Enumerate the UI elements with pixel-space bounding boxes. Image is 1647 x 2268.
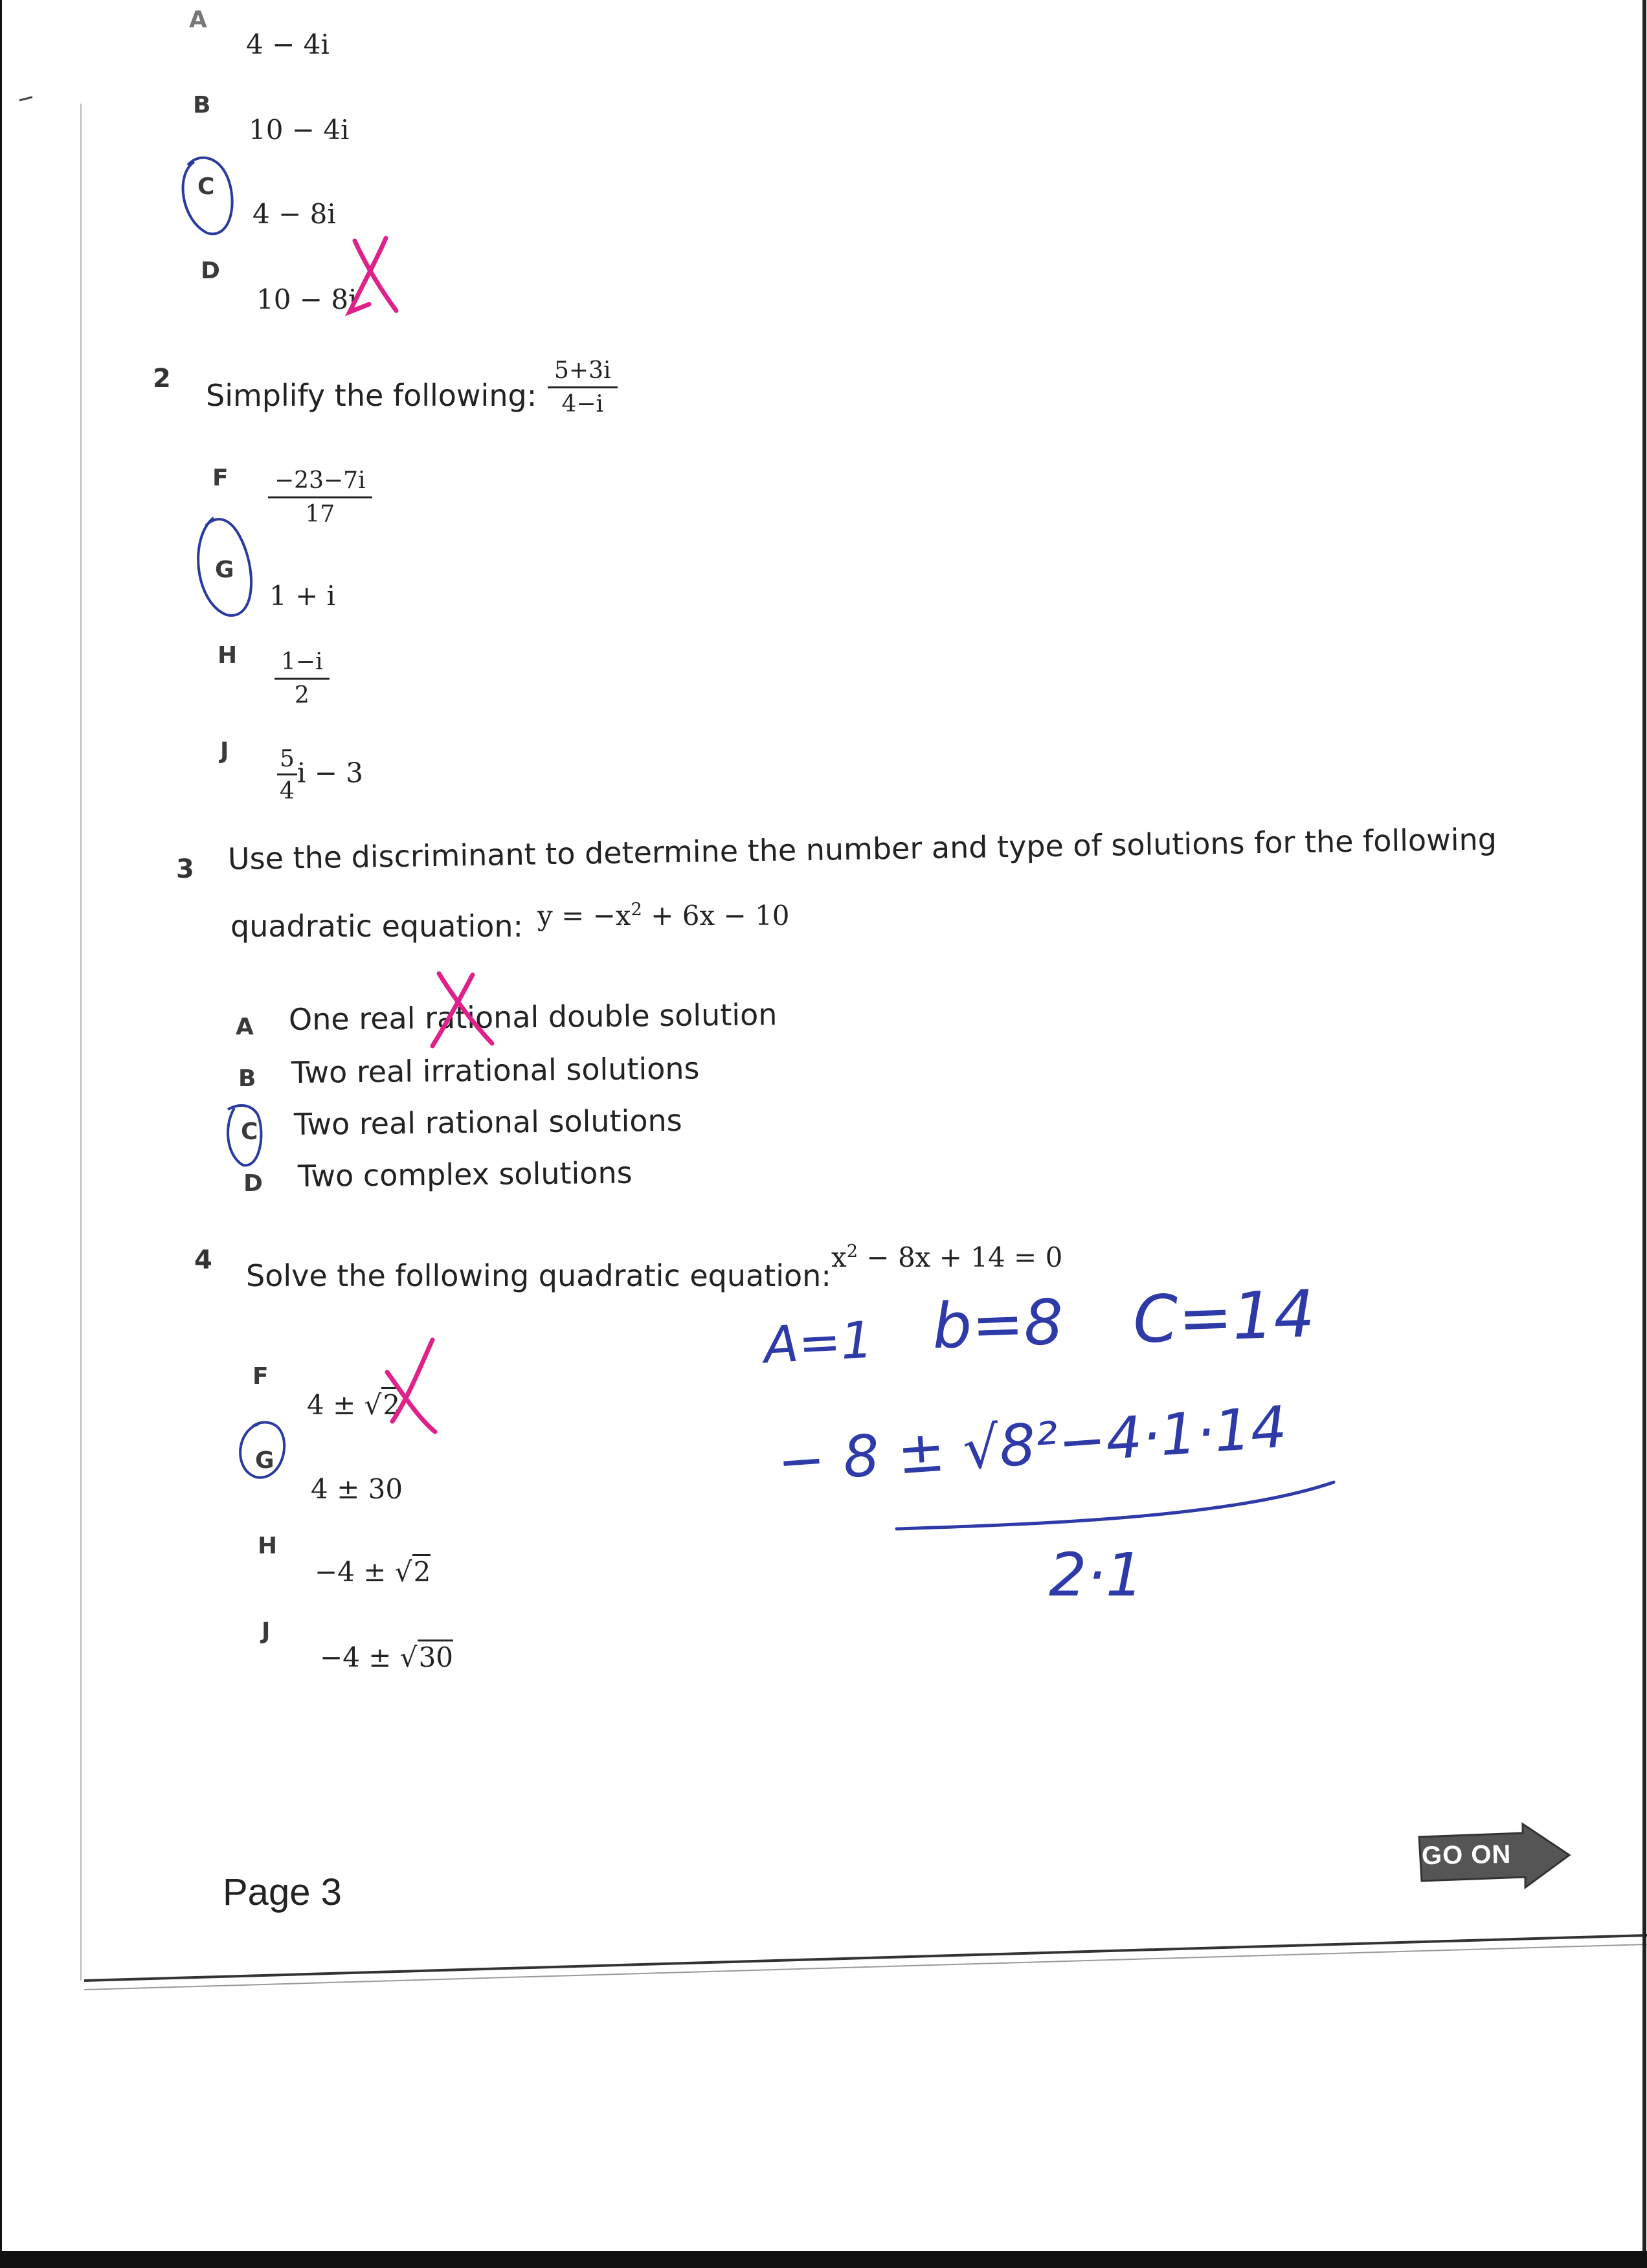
handwriting-fraction-bar <box>897 1482 1334 1529</box>
q2-option-g-letter: G <box>215 557 234 583</box>
q4-option-f-rad: 2 <box>381 1387 400 1421</box>
q3-equation-lhs: y = −x <box>537 900 631 931</box>
handwriting-c-value: C=14 <box>1132 1276 1316 1358</box>
q3-equation-exp: 2 <box>631 900 642 920</box>
q4-number: 4 <box>194 1245 212 1275</box>
q1-option-a-letter: A <box>189 6 207 33</box>
q3-option-b-text: Two real irrational solutions <box>291 1051 700 1090</box>
q3-option-b-letter: B <box>238 1065 256 1092</box>
q3-prompt-line2: quadratic equation: <box>230 909 524 944</box>
q3-option-c-text: Two real rational solutions <box>293 1102 682 1142</box>
q2-option-j-num: 5 <box>277 746 297 775</box>
q4-option-h-letter: H <box>258 1533 278 1559</box>
q4-circle-g <box>240 1423 284 1478</box>
handwriting-numerator: − 8 ± √8²−4·1·14 <box>775 1393 1289 1496</box>
q3-prompt: Use the discriminant to determine the number and type of solutions for the following <box>227 821 1497 876</box>
page-number: Page 3 <box>223 1871 342 1913</box>
q1-option-c-text: 4 − 8i <box>252 198 336 230</box>
q2-option-h-num: 1−i <box>274 649 330 680</box>
q3-circle-c <box>228 1106 261 1166</box>
q4-equation-lhs: x <box>831 1241 847 1273</box>
q3-option-c-letter: C <box>241 1118 258 1145</box>
q1-circle-c <box>183 158 232 234</box>
q2-option-f-letter: F <box>212 465 229 491</box>
q4-option-g-letter: G <box>255 1447 274 1474</box>
q2-fraction-num: 5+3i <box>548 357 618 388</box>
q2-option-h-letter: H <box>218 642 238 669</box>
q1-option-d-letter: D <box>201 258 220 284</box>
q2-circle-g <box>198 518 251 616</box>
q2-option-h-den: 2 <box>294 682 309 709</box>
q1-cross-d <box>355 241 396 311</box>
q4-option-f-letter: F <box>252 1363 269 1390</box>
q4-option-j-rad: 30 <box>418 1640 453 1673</box>
q2-prompt: Simplify the following: <box>206 378 537 413</box>
q4-cross-f-1 <box>387 1372 435 1432</box>
q4-option-j-pre: −4 ± √ <box>320 1641 418 1673</box>
q3-option-a-letter: A <box>236 1014 254 1040</box>
q2-option-j-letter: J <box>220 738 229 764</box>
q4-option-j-letter: J <box>262 1618 271 1645</box>
q4-prompt: Solve the following quadratic equation: <box>246 1258 831 1293</box>
q4-option-h-rad: 2 <box>412 1554 431 1588</box>
handwriting-denominator: 2·1 <box>1049 1540 1144 1610</box>
q3-option-a-text: One real rational double solution <box>288 997 778 1037</box>
go-on-label: GO ON <box>1421 1840 1512 1871</box>
q1-option-a-text: 4 − 4i <box>246 28 330 60</box>
q2-option-j-den: 4 <box>280 778 295 805</box>
q2-option-f-num: −23−7i <box>268 467 372 498</box>
q3-number: 3 <box>176 854 194 884</box>
q4-option-g-text: 4 ± 30 <box>311 1473 403 1505</box>
q3-equation-rhs: + 6x − 10 <box>642 900 790 931</box>
q4-equation-exp: 2 <box>846 1241 858 1262</box>
q1-option-b-letter: B <box>193 92 211 118</box>
q4-equation-rhs: − 8x + 14 = 0 <box>858 1241 1063 1273</box>
q1-cross-d-2 <box>350 238 386 312</box>
q2-fraction-den: 4−i <box>561 391 604 417</box>
handwriting-b-value: b=8 <box>931 1285 1065 1363</box>
q3-option-d-letter: D <box>243 1170 263 1197</box>
q2-number: 2 <box>153 364 171 394</box>
q1-option-d-text: 10 − 8i <box>256 284 357 315</box>
q1-option-b-text: 10 − 4i <box>249 114 350 146</box>
q4-option-h-pre: −4 ± √ <box>315 1556 412 1588</box>
q2-option-g-text: 1 + i <box>269 580 336 612</box>
q2-option-j-rest: i − 3 <box>297 757 363 789</box>
q1-option-c-letter: C <box>197 173 215 200</box>
handwriting-a-value: A=1 <box>762 1311 875 1375</box>
q2-option-f-den: 17 <box>305 501 335 528</box>
q4-option-f-pre: 4 ± √ <box>307 1389 382 1421</box>
q3-option-d-text: Two complex solutions <box>297 1155 633 1194</box>
